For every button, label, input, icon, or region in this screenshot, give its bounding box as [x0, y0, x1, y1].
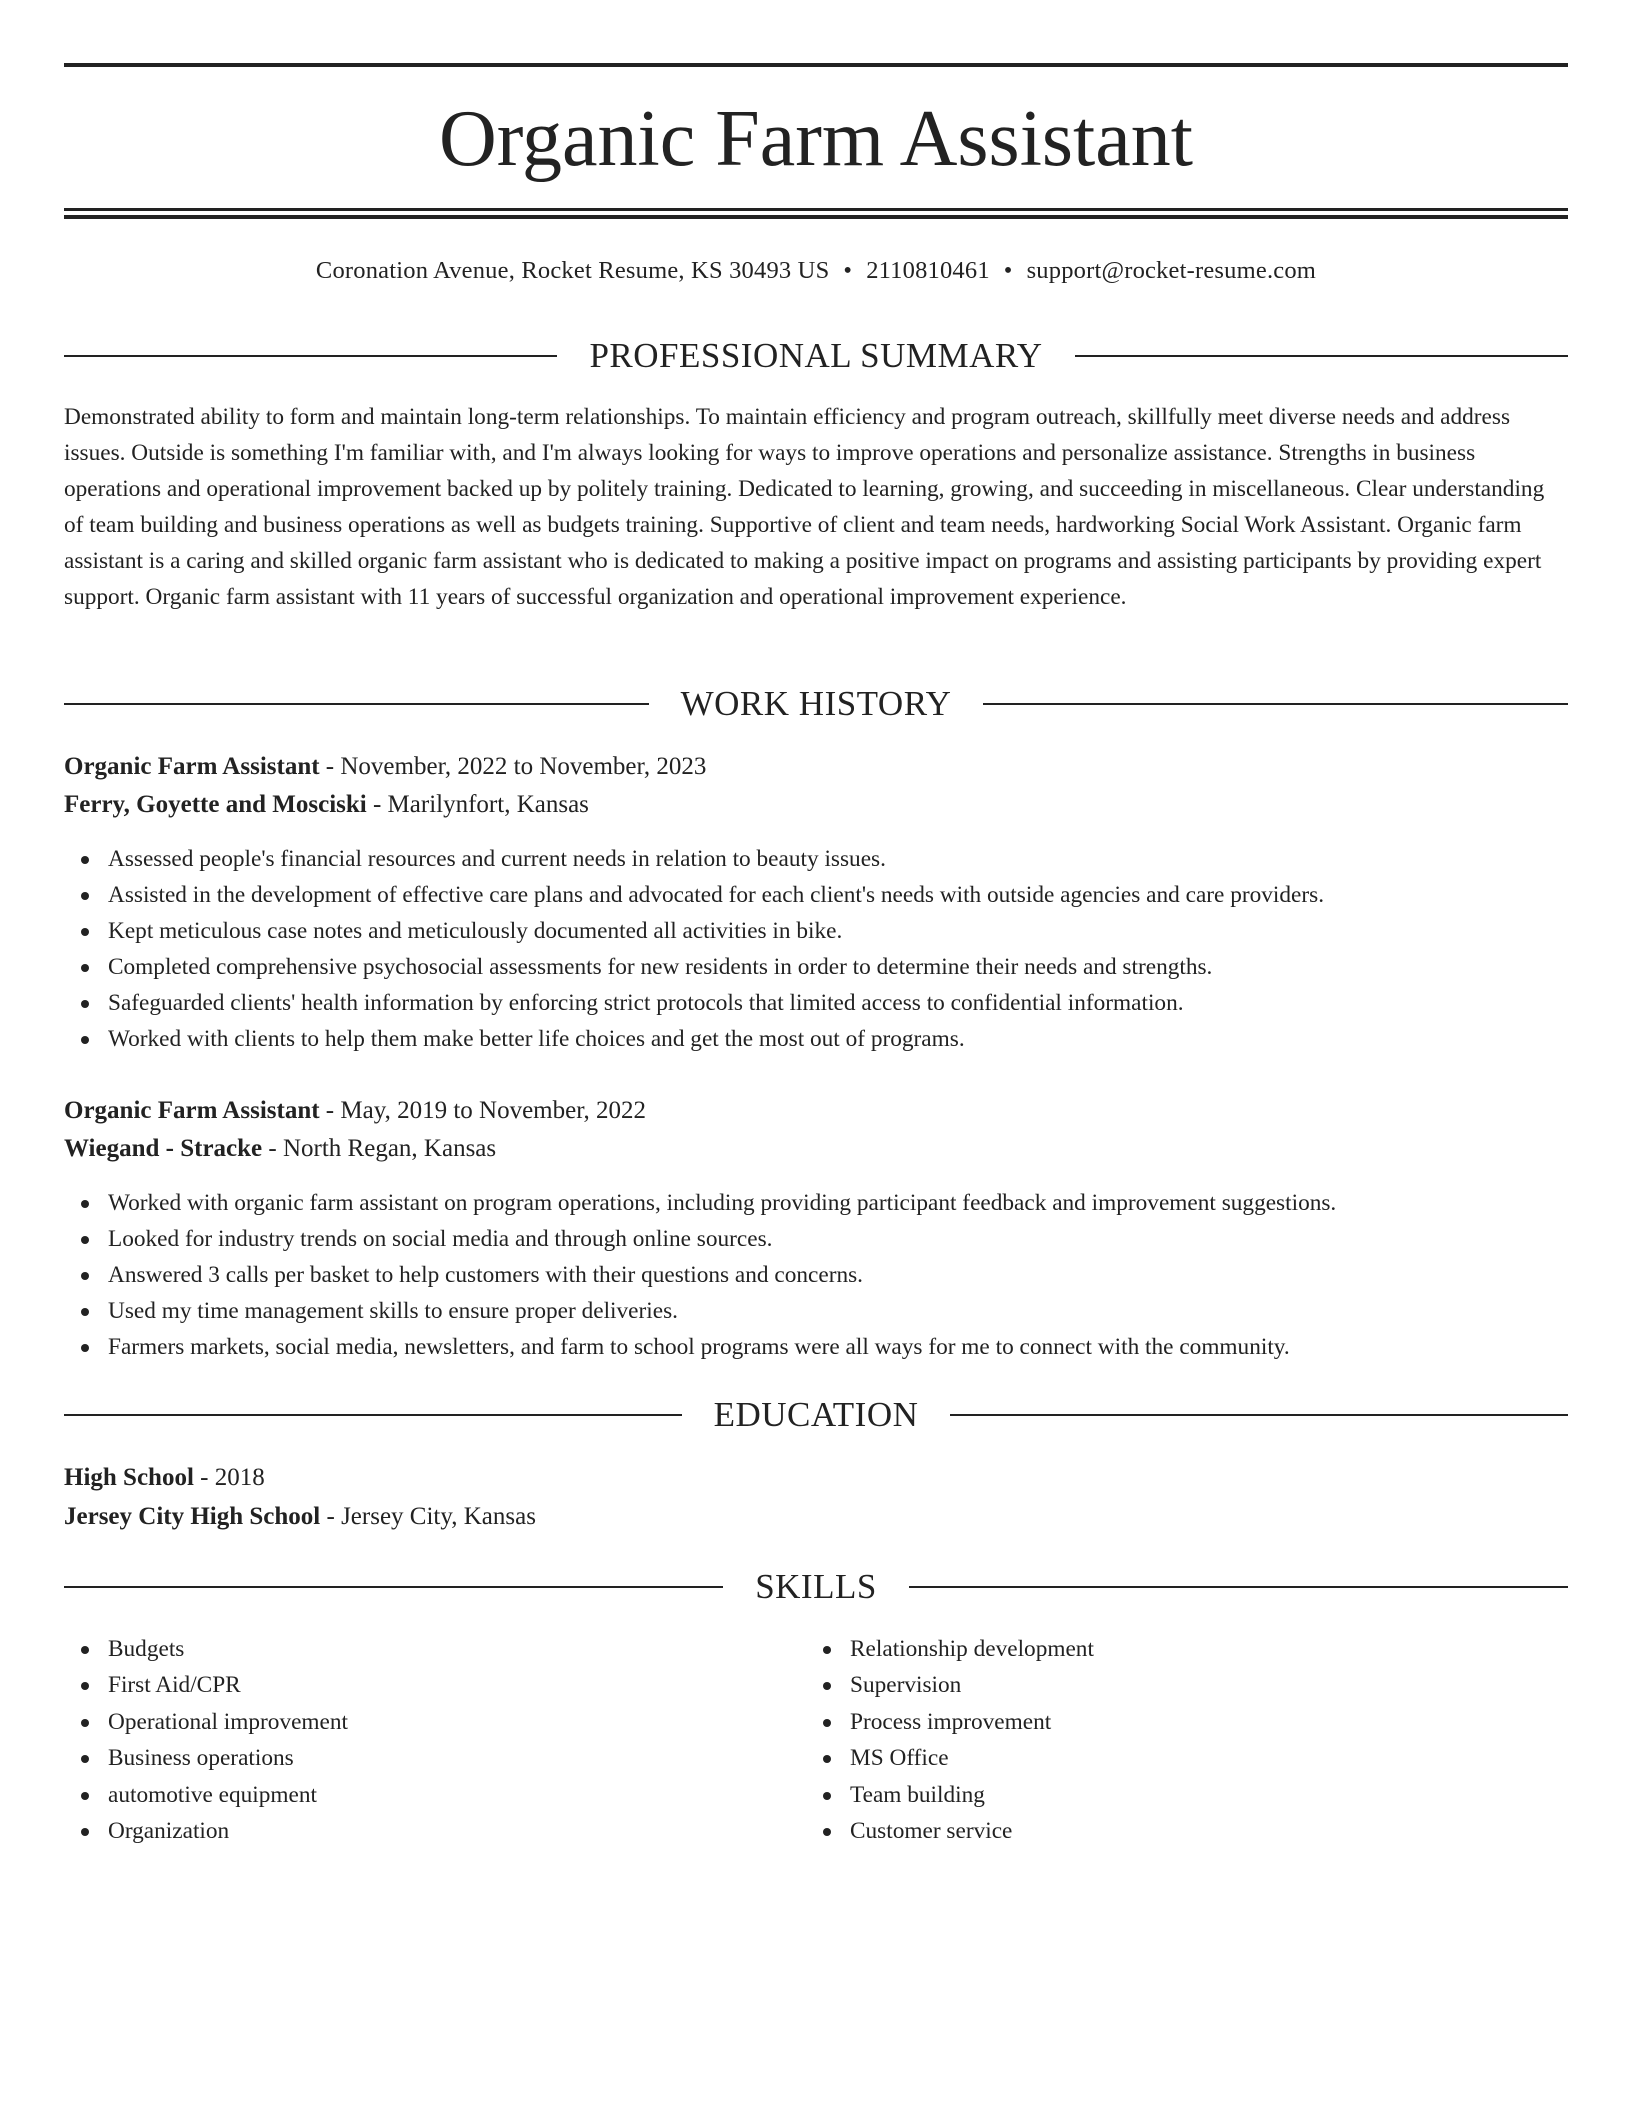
skills-list-right — [806, 1631, 1094, 1849]
job-company-line — [64, 1132, 1568, 1166]
section-rule — [1075, 355, 1568, 357]
section-rule — [64, 1586, 723, 1588]
education-year: - 2018 — [193, 1464, 265, 1491]
skill-item: Team building — [806, 1777, 1094, 1813]
skill-item: First Aid/CPR — [64, 1667, 348, 1703]
skills-list-left — [64, 1631, 348, 1849]
job-bullet: Assisted in the development of effective care plans and advocated for each client's needs with outside agencies and care providers. — [64, 877, 1568, 913]
education-degree-line — [64, 1461, 1568, 1495]
education-school-line — [64, 1500, 1568, 1534]
skill-item: Operational improvement — [64, 1704, 348, 1740]
job-bullet: Assessed people's financial resources and current needs in relation to beauty issues. — [64, 841, 1568, 877]
job-title: Organic Farm Assistant — [64, 1097, 320, 1124]
contact-separator: • — [1003, 257, 1013, 284]
education-school: Jersey City High School — [64, 1503, 321, 1530]
job-title-line — [64, 1094, 1568, 1128]
skill-item: Supervision — [806, 1667, 1094, 1703]
skill-item: Organization — [64, 1813, 348, 1849]
header-double-rule-lower — [64, 215, 1568, 219]
job-bullet: Kept meticulous case notes and meticulously documented all activities in bike. — [64, 913, 1568, 949]
section-header-summary — [64, 336, 1568, 376]
job-bullet: Completed comprehensive psychosocial assessments for new residents in order to determine their needs and strengths. — [64, 949, 1568, 985]
skill-item: Process improvement — [806, 1704, 1094, 1740]
contact-separator: • — [843, 257, 853, 284]
job-bullet: Looked for industry trends on social media and through online sources. — [64, 1221, 1568, 1257]
skill-item: MS Office — [806, 1740, 1094, 1776]
section-title: SKILLS — [755, 1567, 877, 1606]
section-rule — [64, 1414, 682, 1416]
job-company: Ferry, Goyette and Mosciski — [64, 791, 367, 818]
skill-item: Budgets — [64, 1631, 348, 1667]
job-title-line — [64, 750, 1568, 784]
education-location: - Jersey City, Kansas — [320, 1503, 536, 1530]
job-location: - Marilynfort, Kansas — [366, 791, 589, 818]
contact-address: Coronation Avenue, Rocket Resume, KS 30493 US — [315, 257, 830, 284]
summary-paragraph: Demonstrated ability to form and maintain long-term relationships. To maintain efficiency and program outreach, skillfully meet diverse needs and address issues. Outside is something I'm familiar with, and I'm always looking for ways to improve operations and personalize assistance. Strengths in business operations and operational improvement backed up by politely training. Dedicated to learning, growing, and succeeding in miscellaneous. Clear understanding of team building and business operations as well as budgets training. Supportive of client and team needs, hardworking Social Work Assistant. Organic farm assistant is a caring and skilled organic farm assistant who is dedicated to making a positive impact on programs and assisting participants by providing expert support. Organic farm assistant with 11 years of successful organization and operational improvement experience. — [64, 404, 1545, 610]
job-bullet: Worked with clients to help them make better life choices and get the most out of programs. — [64, 1021, 1568, 1057]
skill-item: automotive equipment — [64, 1777, 348, 1813]
section-rule — [64, 703, 649, 705]
section-rule — [950, 1414, 1568, 1416]
job-company: Wiegand - Stracke — [64, 1135, 263, 1162]
skill-item: Relationship development — [806, 1631, 1094, 1667]
education-degree: High School — [64, 1464, 194, 1491]
job-bullet: Farmers markets, social media, newsletters, and farm to school programs were all ways for me to connect with the community. — [64, 1329, 1568, 1365]
job-location: - North Regan, Kansas — [262, 1135, 497, 1162]
section-rule — [983, 703, 1568, 705]
job-bullet: Safeguarded clients' health information by enforcing strict protocols that limited access to confidential information. — [64, 985, 1568, 1021]
job-bullet-list — [64, 841, 1568, 1057]
section-rule — [909, 1586, 1568, 1588]
candidate-name: Organic Farm Assistant — [438, 95, 1194, 183]
skill-item: Business operations — [64, 1740, 348, 1776]
section-header-work-history — [64, 684, 1568, 724]
job-dates: - May, 2019 to November, 2022 — [319, 1097, 647, 1124]
job-bullet: Worked with organic farm assistant on program operations, including providing participant feedback and improvement suggestions. — [64, 1185, 1568, 1221]
contact-line — [64, 254, 1568, 288]
section-header-education — [64, 1395, 1568, 1435]
contact-phone: 2110810461 — [866, 257, 990, 284]
header-double-rule-upper — [64, 208, 1568, 211]
job-bullet: Answered 3 calls per basket to help customers with their questions and concerns. — [64, 1257, 1568, 1293]
section-rule — [64, 355, 557, 357]
section-title: WORK HISTORY — [680, 684, 952, 723]
job-dates: - November, 2022 to November, 2023 — [319, 753, 707, 780]
job-title: Organic Farm Assistant — [64, 753, 320, 780]
section-title: PROFESSIONAL SUMMARY — [589, 336, 1043, 375]
job-company-line — [64, 788, 1568, 822]
section-header-skills — [64, 1567, 1568, 1607]
job-bullet: Used my time management skills to ensure proper deliveries. — [64, 1293, 1568, 1329]
skill-item: Customer service — [806, 1813, 1094, 1849]
section-title: EDUCATION — [713, 1395, 919, 1434]
contact-email: support@rocket-resume.com — [1026, 257, 1317, 284]
header-top-rule — [64, 63, 1568, 67]
job-bullet-list — [64, 1185, 1568, 1365]
